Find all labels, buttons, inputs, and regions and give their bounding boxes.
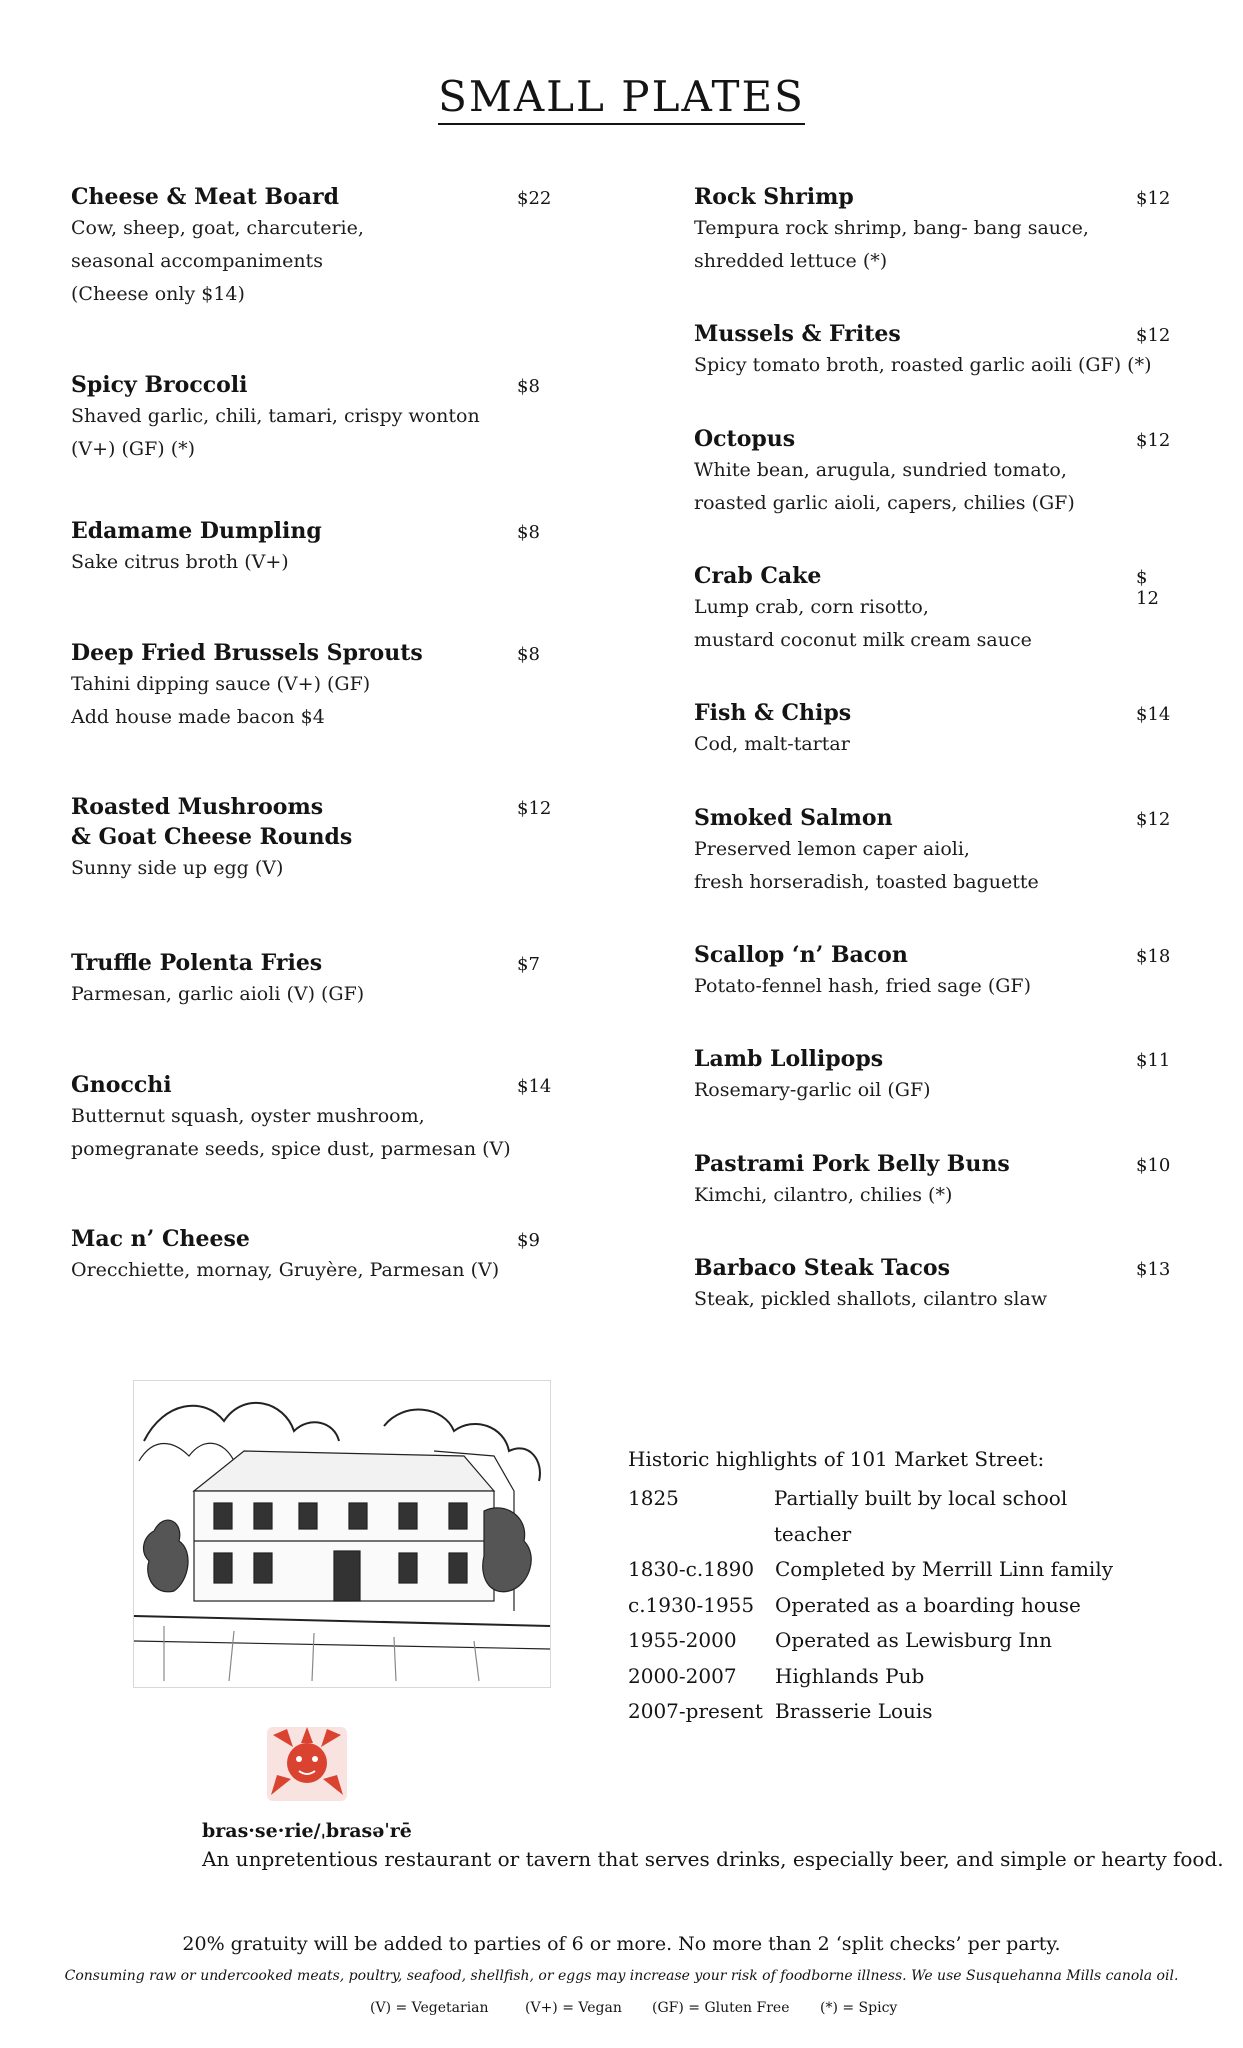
menu-item (694, 940, 1174, 1003)
menu-item-price: $7 (517, 954, 540, 975)
menu-item (694, 424, 1174, 520)
history-row (628, 1552, 1148, 1588)
menu-item-price: $8 (517, 522, 540, 543)
menu-item-name: Octopus (694, 426, 796, 452)
history-year: 1830-c.1890 (628, 1557, 755, 1581)
menu-item-description: Butternut squash, oyster mushroom, (71, 1105, 425, 1127)
page-title: SMALL PLATES (0, 72, 1243, 121)
menu-item-price: $11 (1136, 1050, 1171, 1071)
menu-item-price: $13 (1136, 1259, 1171, 1280)
menu-item-price: $8 (517, 644, 540, 665)
history-row (628, 1588, 1148, 1624)
menu-item-description: Potato-fennel hash, fried sage (GF) (694, 975, 1031, 997)
menu-item (694, 319, 1174, 382)
legend-vegetarian: (V) = Vegetarian (370, 2000, 489, 2016)
history-event: Operated as Lewisburg Inn (775, 1628, 1053, 1652)
menu-item-description: Sake citrus broth (V+) (71, 551, 289, 573)
menu-item-price: $12 (1136, 188, 1171, 209)
history-event: Brasserie Louis (775, 1699, 933, 1723)
menu-item-name: Edamame Dumpling (71, 518, 322, 544)
history-year: 2007-present (628, 1699, 763, 1723)
menu-item (71, 792, 591, 885)
menu-item-description: (V+) (GF) (*) (71, 438, 196, 460)
menu-item-price: $ 12 (1136, 567, 1159, 609)
menu-item (71, 1070, 591, 1166)
menu-item-name: Roasted Mushrooms (71, 794, 324, 820)
menu-item-description: Tempura rock shrimp, bang- bang sauce, (694, 217, 1089, 239)
definition-word: bras·se·rie/ˌbrasəˈrē (202, 1820, 412, 1842)
history-year: 1825 (628, 1486, 679, 1510)
menu-item-name: Lamb Lollipops (694, 1046, 884, 1072)
menu-item (71, 638, 591, 734)
menu-item-name: Spicy Broccoli (71, 372, 248, 398)
menu-item-price: $12 (1136, 430, 1171, 451)
menu-item-description: pomegranate seeds, spice dust, parmesan (V) (71, 1138, 511, 1160)
menu-item-description: Rosemary-garlic oil (GF) (694, 1079, 931, 1101)
menu-item-description: seasonal accompaniments (71, 250, 323, 272)
menu-item-name: Crab Cake (694, 563, 822, 589)
menu-item-name: Pastrami Pork Belly Buns (694, 1151, 1010, 1177)
menu-item-description: Shaved garlic, chili, tamari, crispy wonton (71, 405, 480, 427)
menu-item-description: White bean, arugula, sundried tomato, (694, 459, 1067, 481)
history-event: Partially built by local school teacher (773, 1486, 1068, 1546)
history-event: Highlands Pub (775, 1663, 925, 1688)
menu-item-description: Cod, malt-tartar (694, 733, 850, 755)
menu-item-name: Barbaco Steak Tacos (694, 1255, 950, 1281)
history-section (628, 1441, 1148, 1730)
menu-item-description: Cow, sheep, goat, charcuterie, (71, 217, 364, 239)
foodborne-warning: Consuming raw or undercooked meats, poultry, seafood, shellfish, or eggs may increase your risk of foodborne illness. We use Susquehanna Mills canola oil. (64, 1968, 1179, 1984)
menu-item (71, 1224, 591, 1287)
menu-item (71, 516, 591, 579)
menu-item-name: Truffle Polenta Fries (71, 950, 323, 976)
menu-item-description: mustard coconut milk cream sauce (694, 629, 1032, 651)
menu-item-name: Deep Fried Brussels Sprouts (71, 640, 423, 666)
menu-item-name: Mussels & Frites (694, 321, 901, 347)
menu-item-name: Scallop ‘n’ Bacon (694, 942, 908, 968)
menu-item-price: $12 (1136, 809, 1171, 830)
menu-item-name-line2: & Goat Cheese Rounds (71, 824, 353, 850)
history-year: 2000-2007 (628, 1663, 737, 1688)
menu-item-description: fresh horseradish, toasted baguette (694, 871, 1039, 893)
menu-item-description: Lump crab, corn risotto, (694, 596, 929, 618)
menu-item-description: Preserved lemon caper aioli, (694, 838, 970, 860)
legend-gluten-free: (GF) = Gluten Free (652, 2000, 790, 2016)
history-heading: Historic highlights of 101 Market Street: (628, 1447, 1045, 1471)
menu-item-description: Sunny side up egg (V) (71, 857, 284, 879)
menu-item-name: Mac n’ Cheese (71, 1226, 250, 1252)
menu-item-price: $8 (517, 376, 540, 397)
menu-item-description: Orecchiette, mornay, Gruyère, Parmesan (V) (71, 1259, 500, 1281)
menu-item-price: $12 (1136, 325, 1171, 346)
definition-text: An unpretentious restaurant or tavern that serves drinks, especially beer, and simple or hearty food. (202, 1847, 1224, 1871)
menu-item-name: Gnocchi (71, 1072, 172, 1098)
history-event: Operated as a boarding house (775, 1592, 1081, 1617)
menu-item (694, 561, 1174, 657)
menu-item-description: (Cheese only $14) (71, 283, 245, 305)
menu-item (71, 948, 591, 1011)
menu-item-description: Add house made bacon $4 (71, 706, 325, 728)
menu-item-description: Steak, pickled shallots, cilantro slaw (694, 1288, 1048, 1310)
menu-item (694, 182, 1174, 278)
menu-item (694, 1044, 1174, 1107)
history-event: Completed by Merrill Linn family (775, 1557, 1113, 1581)
gratuity-note: 20% gratuity will be added to parties of 6 or more. No more than 2 ‘split checks’ per party. (182, 1933, 1061, 1955)
menu-item-description: Kimchi, cilantro, chilies (*) (694, 1184, 953, 1206)
history-year: c.1930-1955 (628, 1592, 755, 1617)
menu-item-name: Smoked Salmon (694, 805, 893, 831)
menu-item-description: shredded lettuce (*) (694, 250, 888, 272)
menu-item-name: Cheese & Meat Board (71, 184, 339, 210)
menu-item-price: $18 (1136, 946, 1171, 967)
brasserie-logo (265, 1725, 349, 1803)
menu-item (694, 803, 1174, 899)
menu-item-description: Tahini dipping sauce (V+) (GF) (71, 673, 371, 695)
menu-item (694, 1253, 1174, 1316)
menu-item-price: $12 (517, 798, 552, 819)
history-row (628, 1481, 1148, 1552)
menu-item (71, 182, 591, 311)
history-row (628, 1623, 1148, 1659)
menu-item-description: roasted garlic aioli, capers, chilies (GF) (694, 492, 1075, 514)
menu-item (694, 1149, 1174, 1212)
menu-item-description: Parmesan, garlic aioli (V) (GF) (71, 983, 365, 1005)
menu-item (694, 698, 1174, 761)
menu-item-price: $14 (1136, 704, 1171, 725)
menu-item-description: Spicy tomato broth, roasted garlic aoili (GF) (*) (694, 354, 1152, 376)
legend-spicy: (*) = Spicy (820, 2000, 898, 2016)
menu-item-name: Rock Shrimp (694, 184, 854, 210)
history-year: 1955-2000 (628, 1628, 737, 1652)
building-sketch-image (133, 1380, 551, 1688)
menu-item-price: $14 (517, 1076, 552, 1097)
menu-item-price: $10 (1136, 1155, 1171, 1176)
menu-item-price: $22 (517, 188, 552, 209)
menu-item-price: $9 (517, 1230, 540, 1251)
history-row (628, 1659, 1148, 1695)
history-row (628, 1694, 1148, 1730)
legend-vegan: (V+) = Vegan (525, 2000, 622, 2016)
menu-item (71, 370, 591, 466)
menu-item-name: Fish & Chips (694, 700, 852, 726)
